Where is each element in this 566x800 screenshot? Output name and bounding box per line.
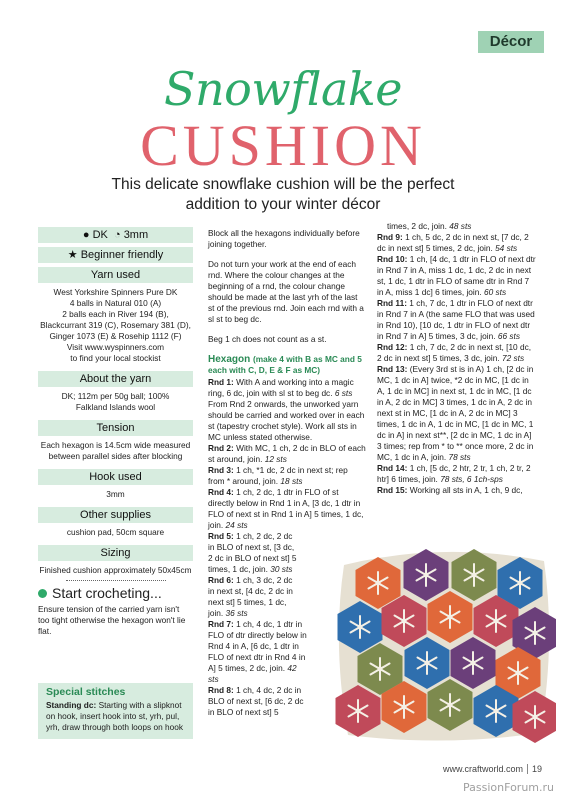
title-line2: CUSHION (140, 113, 426, 178)
hook-icon: ◔ (113, 229, 121, 241)
title-line1: Snowflake (164, 62, 402, 116)
materials-column (38, 227, 193, 637)
special-stitches-box: Special stitches Standing dc: Starting with a slipknot on hook, insert hook into st, yrh, pul, yrh, draw through both loops on hook (38, 683, 193, 739)
page-number: 19 (527, 764, 542, 774)
level-bar: ★ Beginner friendly (38, 247, 193, 263)
tension-section: Tension Each hexagon is 14.5cm wide measured between parallel sides after blocking (38, 420, 193, 462)
pattern-column-1: Block all the hexagons individually before joining together. Do not turn your work at the end of each rnd. Where the colour changes at the beginning of a rnd, the colour change should be made at the last yrh of the last st of the previous rnd. Join each rnd with a sl st to beg dc. Beg 1 ch does not count as a st. Hexagon (make 4 with B as MC and 5 each with C, D, E & F as MC) Rnd 1: With A and working into a magic ring, 6 dc, join with sl st to beg dc. 6 sts From Rnd 2 onwards, the unworked yarn should be carried and worked over in each st (tapestry crochet style). Work all sts in MC unless stated otherwise. Rnd 2: With MC, 1 ch, 2 dc in BLO of each st around, join. 12 sts Rnd 3: 1 ch, *1 dc, 2 dc in next st; rep from * around, join. 18 sts Rnd 4: 1 ch, 2 dc, 1 dtr in FLO of st directly below in Rnd 1 in A, [3 dc, 1 dtr in FLO of next st in Rnd 1 in A] 5 times, 1 dc, join. 24 sts Rnd 5: 1 ch, 2 dc, 2 dc in BLO of next st, [3 dc, 2 dc in BLO of next st] 5 times, 1 dc, join. 30 sts Rnd 6: 1 ch, 3 dc, 2 dc in next st, [4 dc, 2 dc in next st] 5 times, 1 dc, join. 36 sts Rnd 7: 1 ch, 4 dc, 1 dtr in FLO of dtr directly below in Rnd 4 in A, [6 dc, 1 dtr in FLO of next dtr in Rnd 4 in A] 5 times, 2 dc, join. 42 sts Rnd 8: 1 ch, 4 dc, 2 dc in BLO of next st, [6 dc, 2 dc in BLO of next st] 5 (208, 228, 366, 717)
page-footer (443, 764, 542, 774)
cushion-photo (330, 545, 556, 745)
other-supplies-section: Other supplies cushion pad, 50cm square (38, 507, 193, 538)
pattern-column-2: times, 2 dc, join. 48 sts Rnd 9: 1 ch, 5 dc, 2 dc in next st, [7 dc, 2 dc in next st] 5 times, 2 dc, join. 54 sts Rnd 10: 1 ch, [4 dc, 1 dtr in FLO of next dtr in Rnd 7 in A, miss 1 dc, 1 dc, 2 dc in next st, 1 dc, 1 dtr in FLO of same dtr in Rnd 7 in A, miss 1 dc] 6 times, join. 60 sts Rnd 11: 1 ch, 7 dc, 1 dtr in FLO of next dtr in Rnd 7 in A (the same FLO that was used in Rnd 10), [10 dc, 1 dtr in FLO of next dtr in Rnd 7 in A] 5 times, 3 dc, join. 66 sts Rnd 12: 1 ch, 7 dc, 2 dc in next st, [10 dc, 2 dc in next st] 5 times, 3 dc, join. 72 sts Rnd 13: (Every 3rd st is in A) 1 ch, [2 dc in MC, 1 dc in A] twice, *2 dc in MC, [1 dc in A, 1 dc in MC] in next st, 1 dc in MC, [1 dc in A, 2 dc in MC] 3 times, 1 dc in A, 2 dc in next st in MC, [1 dc in A, 2 dc in MC] 3 times, 1 dc in A, 1 dc in MC, [1 dc in MC, 1 dc in A] in next st**, [2 dc in MC, 1 dc in A] 3 times; rep from * to ** once more, 2 dc in MC, 1 dc in A, join. 78 sts Rnd 14: 1 ch, [5 dc, 2 htr, 2 tr, 1 ch, 2 tr, 2 htr] 6 times, join. 78 sts, 6 1ch-sps Rnd 15: Working all sts in A, 1 ch, 9 dc, (377, 221, 536, 495)
stockist-link[interactable]: Visit www.wyspinners.com (66, 342, 165, 352)
start-crocheting-text: Ensure tension of the carried yarn isn't too tight otherwise the hexagon won't lie flat. (38, 604, 186, 636)
divider (66, 580, 166, 581)
watermark: PassionForum.ru (463, 781, 554, 794)
star-icon: ★ (67, 249, 78, 261)
site-link[interactable]: www.craftworld.com (442, 764, 523, 774)
yarn-ball-icon: ● (82, 229, 90, 241)
hexagon-heading: Hexagon (make 4 with B as MC and 5 each with C, D, E & F as MC) (208, 354, 362, 375)
subtitle: This delicate snowflake cushion will be the perfect addition to your winter décor (111, 176, 455, 213)
hook-section: Hook used 3mm (38, 469, 193, 500)
summary-bar: ● DK ◔ 3mm (38, 227, 193, 243)
sizing-section: Sizing Finished cushion approximately 50x45cm (38, 545, 193, 581)
start-crocheting-heading: Start crocheting... (38, 588, 193, 599)
yarn-used-section: Yarn used West Yorkshire Spinners Pure DK 4 balls in Natural 010 (A) 2 balls each in River 194 (B), Blackcurrant 319 (C), Rosemary 381 (D), Ginger 1073 (E) & Rosehip 1112 (F) Visit www.wyspinners.com to find your local stockist (38, 267, 193, 364)
bullet-icon (38, 589, 47, 598)
section-tag: Décor (478, 31, 544, 53)
about-section: About the yarn DK; 112m per 50g ball; 100% Falkland Islands wool (38, 371, 193, 413)
